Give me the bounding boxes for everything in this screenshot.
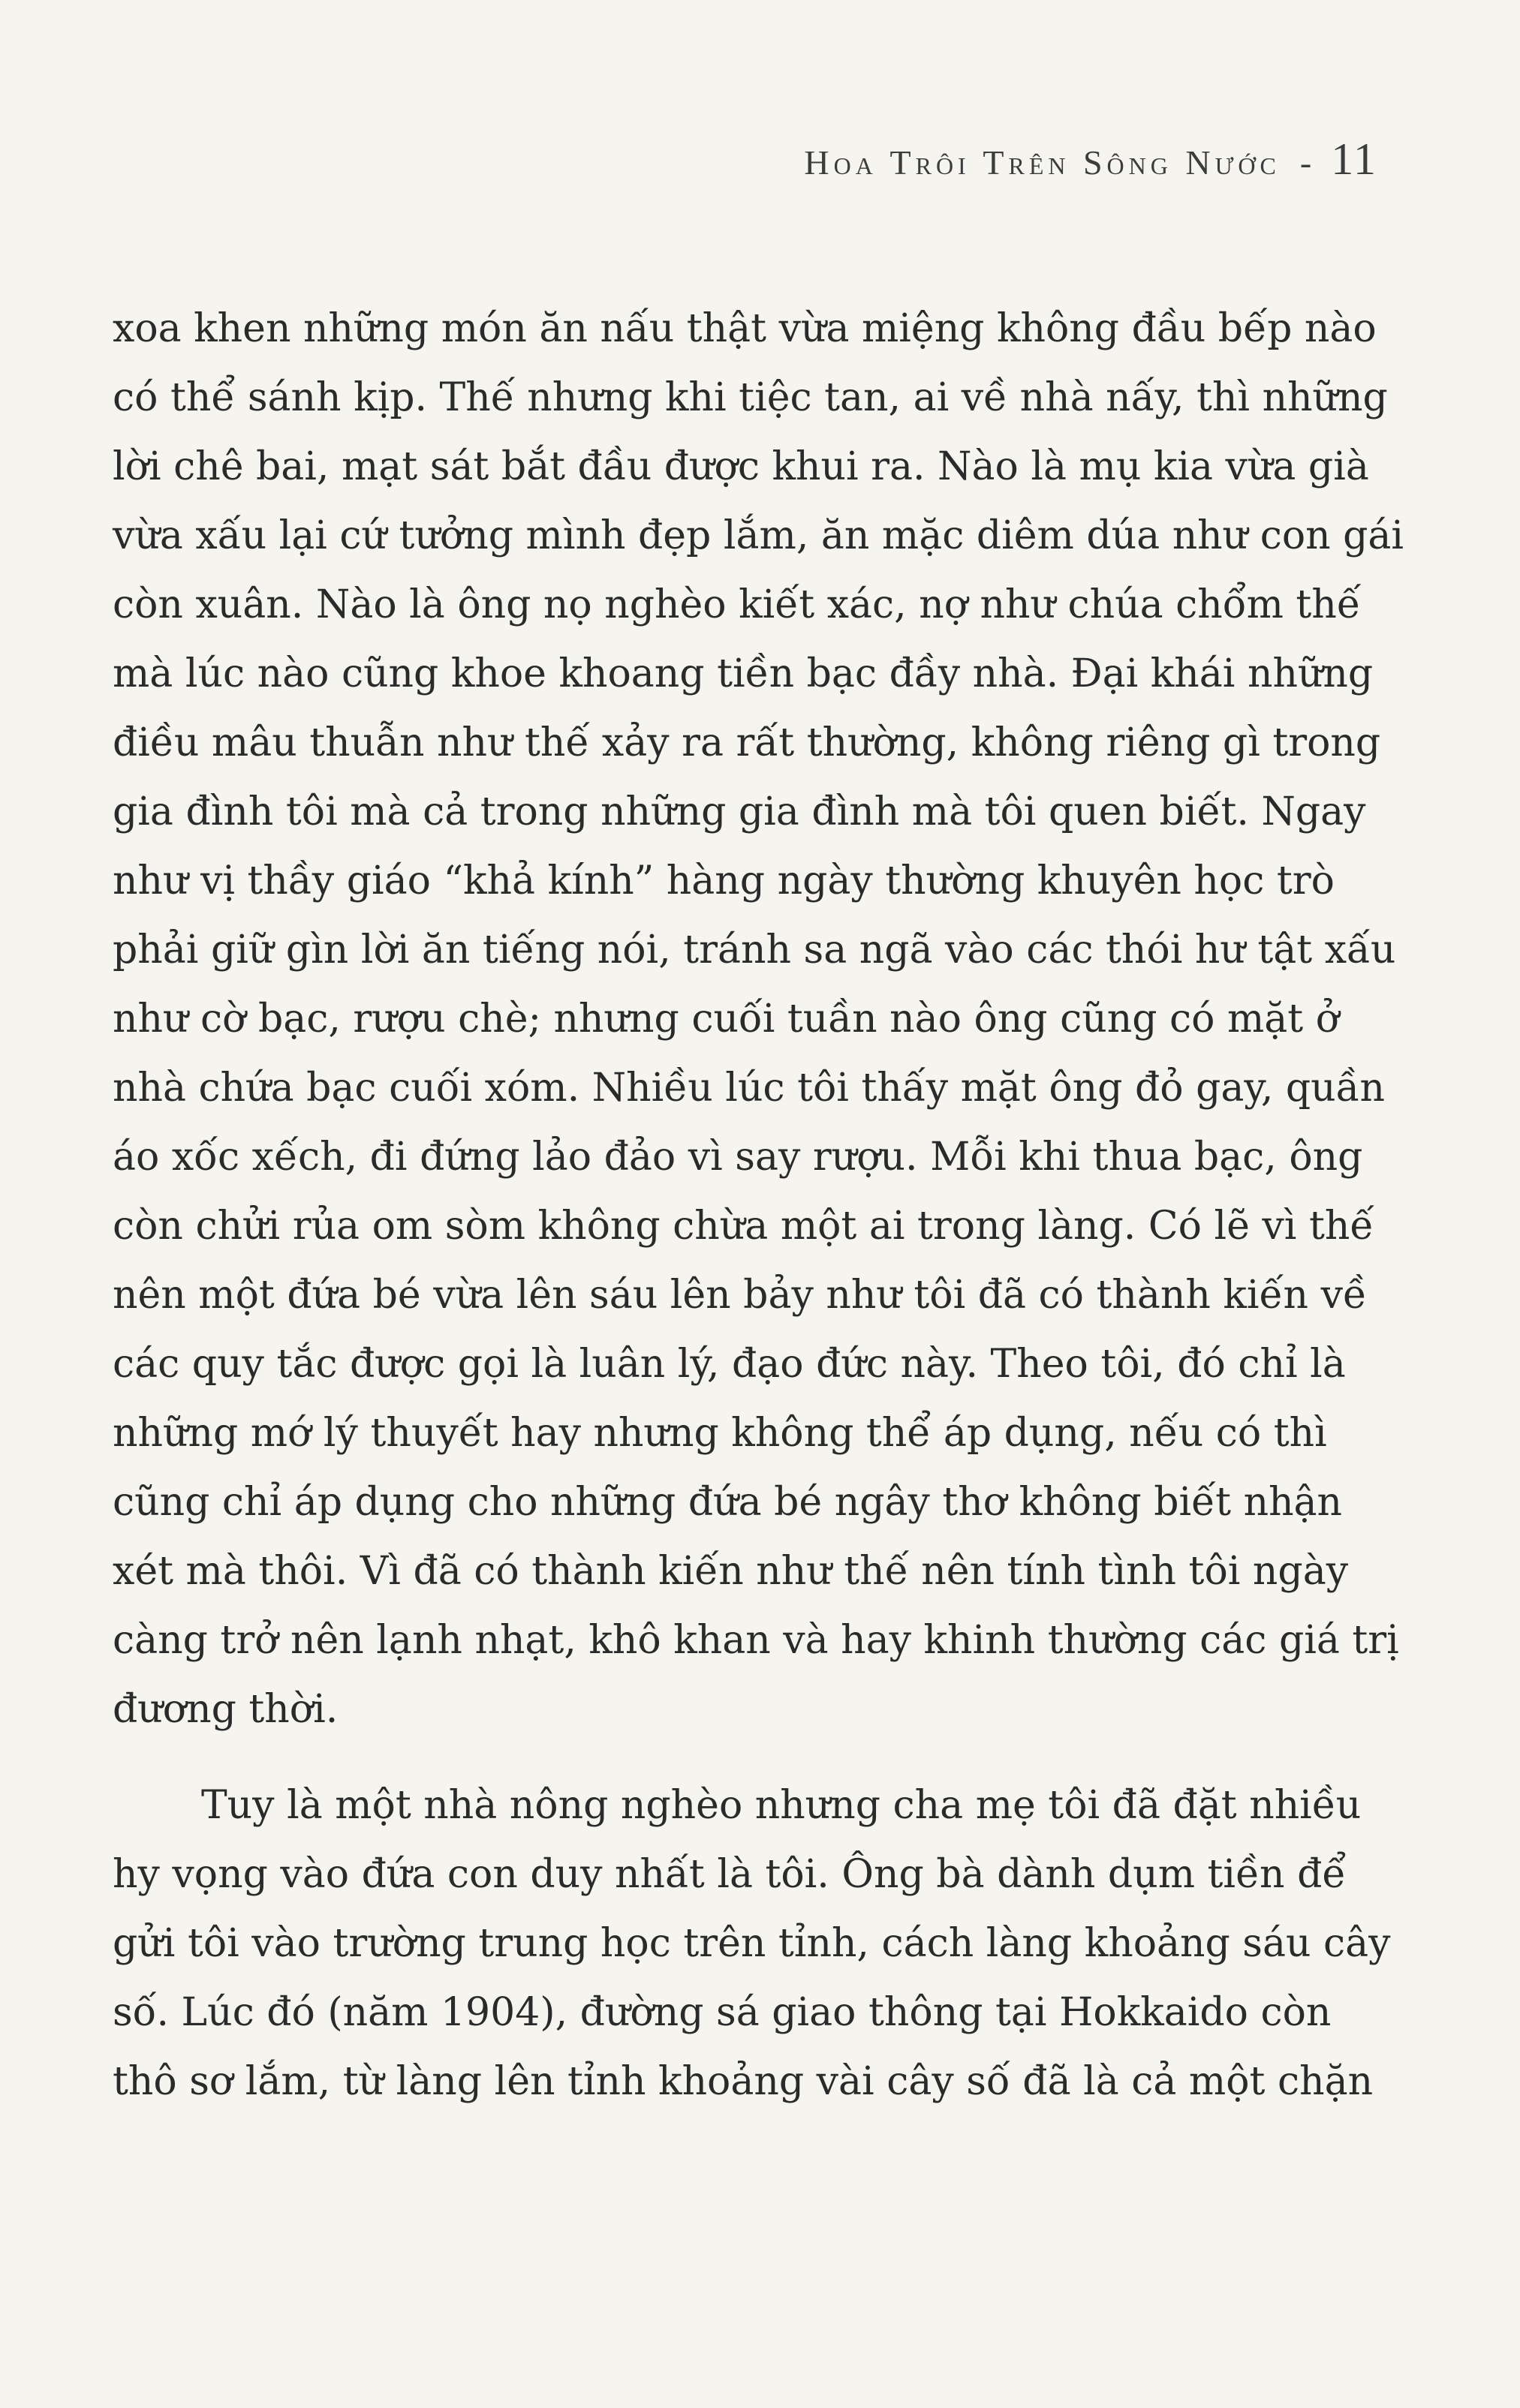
text-line: xét mà thôi. Vì đã có thành kiến như thế nên tính tình tôi ngày	[113, 1549, 1349, 1594]
text-line: Tuy là một nhà nông nghèo nhưng cha mẹ tôi đã đặt nhiều	[201, 1783, 1362, 1828]
text-line: số. Lúc đó (năm 1904), đường sá giao thông tại Hokkaido còn	[113, 1990, 1332, 2035]
text-line: càng trở nên lạnh nhạt, khô khan và hay khinh thường các giá trị	[113, 1618, 1399, 1663]
text-line: cũng chỉ áp dụng cho những đứa bé ngây thơ không biết nhận	[113, 1480, 1343, 1525]
running-title: Hoa Trôi Trên Sông Nước	[804, 143, 1281, 182]
text-line: còn chửi rủa om sòm không chừa một ai trong làng. Có lẽ vì thế	[113, 1204, 1374, 1249]
text-line: áo xốc xếch, đi đứng lảo đảo vì say rượu. Mỗi khi thua bạc, ông	[113, 1135, 1363, 1180]
text-line: nên một đứa bé vừa lên sáu lên bảy như tôi đã có thành kiến về	[113, 1273, 1367, 1318]
text-line: gia đình tôi mà cả trong những gia đình mà tôi quen biết. Ngay	[113, 789, 1366, 834]
header-dash: -	[1299, 143, 1312, 182]
text-line: mà lúc nào cũng khoe khoang tiền bạc đầy nhà. Đại khái những	[113, 651, 1374, 696]
text-line: hy vọng vào đứa con duy nhất là tôi. Ông bà dành dụm tiền để	[113, 1852, 1347, 1897]
page-number: 11	[1331, 134, 1377, 184]
running-header	[804, 134, 1377, 185]
text-line: những mớ lý thuyết hay nhưng không thể áp dụng, nếu có thì	[113, 1411, 1327, 1456]
paragraph-1	[113, 294, 1411, 1744]
text-line: các quy tắc được gọi là luân lý, đạo đức này. Theo tôi, đó chỉ là	[113, 1342, 1346, 1387]
text-line: gửi tôi vào trường trung học trên tỉnh, cách làng khoảng sáu cây	[113, 1921, 1391, 1966]
text-line: vừa xấu lại cứ tưởng mình đẹp lắm, ăn mặc diêm dúa như con gái	[113, 513, 1404, 558]
text-line: có thể sánh kịp. Thế nhưng khi tiệc tan, ai về nhà nấy, thì những	[113, 375, 1388, 420]
text-line: phải giữ gìn lời ăn tiếng nói, tránh sa ngã vào các thói hư tật xấu	[113, 927, 1396, 973]
text-line: nhà chứa bạc cuối xóm. Nhiều lúc tôi thấy mặt ông đỏ gay, quần	[113, 1066, 1386, 1111]
text-line: điều mâu thuẫn như thế xảy ra rất thường, không riêng gì trong	[113, 720, 1381, 765]
text-line: xoa khen những món ăn nấu thật vừa miệng không đầu bếp nào	[113, 306, 1377, 351]
paragraph-2	[113, 1771, 1411, 2116]
text-line: còn xuân. Nào là ông nọ nghèo kiết xác, nợ như chúa chổm thế	[113, 582, 1361, 627]
text-line: lời chê bai, mạt sát bắt đầu được khui ra. Nào là mụ kia vừa già	[113, 444, 1369, 489]
body-text	[113, 294, 1411, 2116]
text-line: thô sơ lắm, từ làng lên tỉnh khoảng vài cây số đã là cả một chặn	[113, 2059, 1374, 2104]
text-line: như cờ bạc, rượu chè; nhưng cuối tuần nào ông cũng có mặt ở	[113, 997, 1340, 1042]
text-line: đương thời.	[113, 1687, 339, 1732]
paragraph-gap	[113, 1744, 1411, 1771]
text-line: như vị thầy giáo “khả kính” hàng ngày thường khuyên học trò	[113, 858, 1335, 903]
